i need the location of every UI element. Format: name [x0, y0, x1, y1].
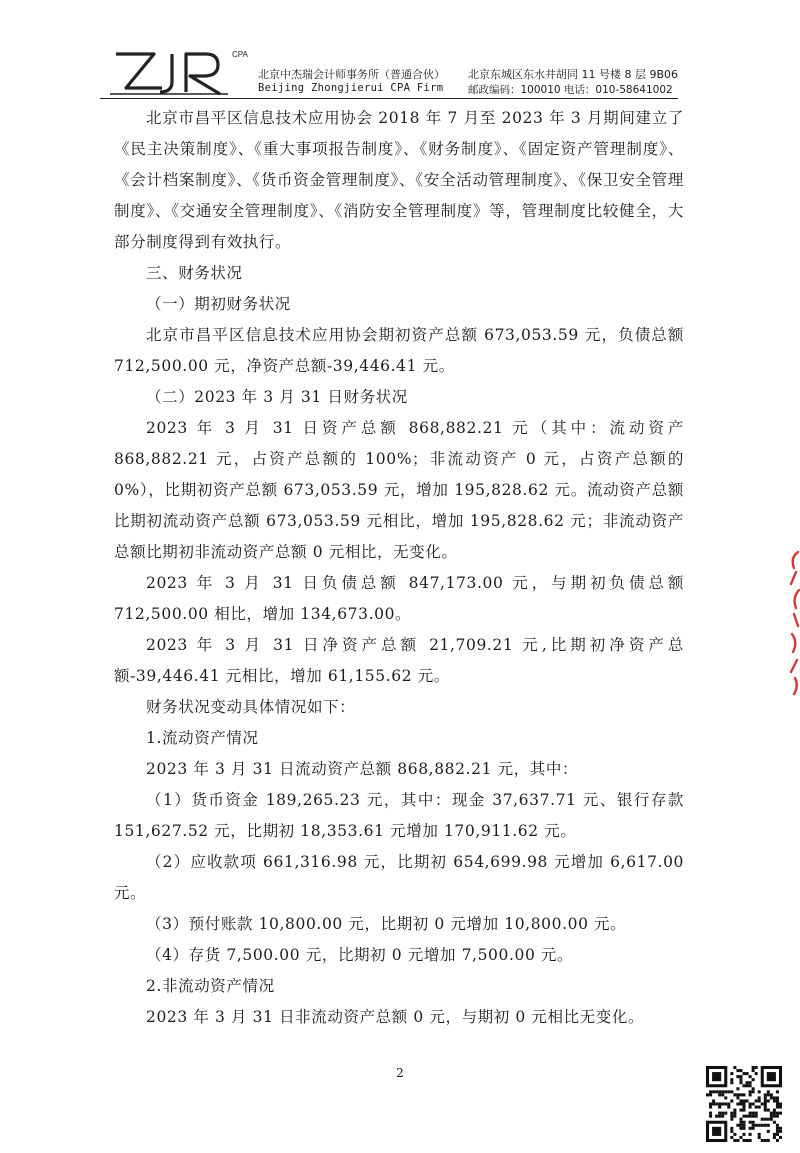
page-number: 2: [396, 1066, 404, 1080]
paragraph-opening-status: 北京市昌平区信息技术应用协会期初资产总额 673,053.59 元，负债总额 712,500.00 元，净资产总额-39,446.41 元。: [114, 326, 684, 375]
paragraph-noncurrent-assets: 2023 年 3 月 31 日非流动资产总额 0 元，与期初 0 元相比无变化。: [146, 1008, 645, 1026]
letterhead: [100, 48, 680, 100]
paragraph-management-systems: 北京市昌平区信息技术应用协会 2018 年 7 月至 2023 年 3 月期间建立了《民主决策制度》、《重大事项报告制度》、《财务制度》、《固定资产管理制度》、《会计档案制度》、《货币资金管理制度》、《安全活动管理制度》、《保卫安全管理制度》、《交通安全管理制度》、《消防安全管理制度》等，管理制度比较健全，大部分制度得到有效执行。: [114, 109, 684, 251]
paragraph-changes-intro: 财务状况变动具体情况如下：: [146, 698, 356, 716]
subheading-current-assets: 1.流动资产情况: [146, 729, 259, 747]
list-item-inventory: （4）存货 7,500.00 元，比期初 0 元增加 7,500.00 元。: [146, 946, 574, 964]
list-item-monetary-funds: （1）货币资金 189,265.23 元，其中：现金 37,637.71 元、银行存款 151,627.52 元，比期初 18,353.61 元增加 170,911.62 元。: [114, 791, 684, 840]
document-body: [114, 103, 684, 1033]
list-item-receivables: （2）应收款项 661,316.98 元，比期初 654,699.98 元增加 6,617.00 元。: [114, 853, 684, 902]
seal-fragment-icon: [788, 548, 800, 698]
list-item-prepayments: （3）预付账款 10,800.00 元，比期初 0 元增加 10,800.00 元。: [146, 915, 627, 933]
subheading-period-end-status: （二）2023 年 3 月 31 日财务状况: [146, 388, 408, 406]
firm-name: 北京中杰瑞会计师事务所（普通合伙）: [258, 68, 445, 81]
header-divider: [100, 98, 678, 99]
subheading-opening-status: （一）期初财务状况: [146, 295, 291, 313]
paragraph-net-assets: 2023 年 3 月 31 日净资产总额 21,709.21 元,比期初净资产总额-39,446.41 元相比，增加 61,155.62 元。: [114, 636, 684, 685]
firm-name-english: Beijing Zhongjierui CPA Firm: [258, 82, 444, 94]
paragraph-current-assets-total: 2023 年 3 月 31 日流动资产总额 868,882.21 元，其中：: [146, 760, 579, 778]
paragraph-total-assets: 2023 年 3 月 31 日资产总额 868,882.21 元（其中：流动资产 868,882.21 元，占资产总额的 100%；非流动资产 0 元，占资产总额的 0%），比期初资产总额 673,053.59 元，增加 195,828.62 元。流动资产总额比期初流动资产总额 673,053.59 元相比，增加 195,828.62 元；非流动资产总额比期初非流动资产总额 0 元相比，无变化。: [114, 419, 684, 561]
paragraph-total-liabilities: 2023 年 3 月 31 日负债总额 847,173.00 元，与期初负债总额 712,500.00 相比，增加 134,673.00。: [114, 574, 684, 623]
section-heading-financial-status: 三、财务状况: [146, 264, 243, 282]
qr-code-icon: [706, 1066, 782, 1142]
firm-contact: 邮政编码：100010 电话：010-58641002: [468, 84, 673, 96]
zjr-logo-icon: [110, 48, 228, 96]
subheading-noncurrent-assets: 2.非流动资产情况: [146, 977, 275, 995]
firm-address: 北京东城区东水井胡同 11 号楼 8 层 9B06: [468, 68, 679, 81]
logo-superscript: CPA: [232, 50, 248, 59]
